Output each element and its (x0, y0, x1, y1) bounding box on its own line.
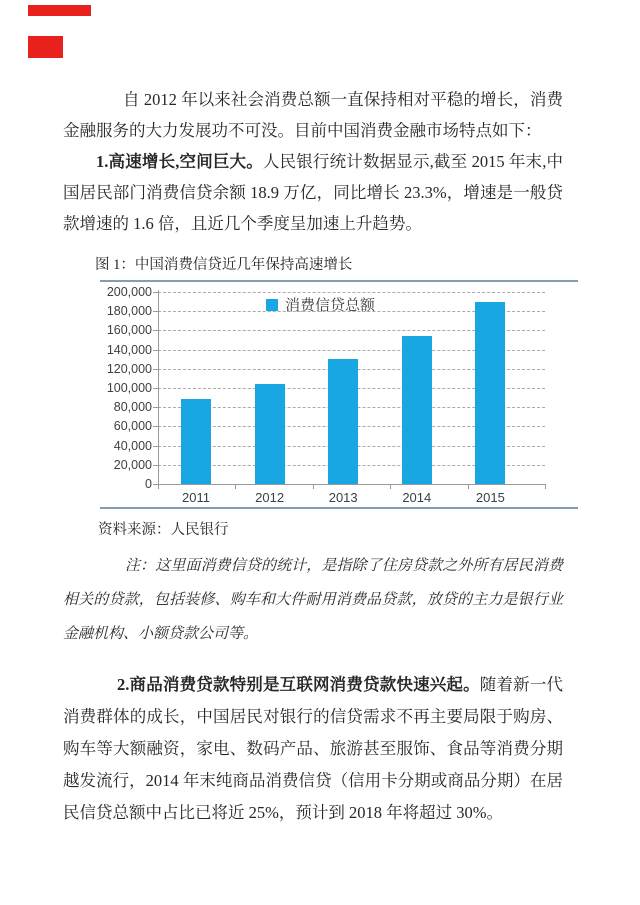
section1-text: 人民银行统计数据显示,截至 2015 年末,中国居民部门消费信贷余额 18.9 万亿，同比增长 23.3%，增速是一般贷款增速的 1.6 倍，且近几个季度呈加速上升趋势。 (63, 152, 564, 233)
section2-heading: 2.商品消费贷款特别是互联网消费贷款快速兴起。 (117, 675, 480, 694)
figure-chart-frame (100, 280, 578, 509)
paragraph-intro (63, 84, 563, 146)
y-axis-tick-label: 80,000 (113, 400, 152, 415)
x-axis-label-2012: 2012 (255, 490, 285, 505)
x-axis-tick (158, 485, 159, 489)
y-axis-tick-label: 60,000 (113, 419, 152, 434)
x-axis-line (158, 484, 546, 485)
section2-text: 随着新一代消费群体的成长，中国居民对银行的信贷需求不再主要局限于购房、购车等大额融资，家电、数码产品、旅游甚至服饰、食品等消费分期越发流行，2014 年末纯商品消费信贷（信用卡分期或商品分期）在居民信贷总额中占比已将近 25%，预计到 2018 年将超过 30%。 (63, 675, 564, 822)
bar-2015 (475, 302, 505, 484)
bar-2013 (328, 359, 358, 484)
x-axis-tick (235, 485, 236, 489)
footnote: 注：这里面消费信贷的统计，是指除了住房贷款之外所有居民消费相关的贷款，包括装修、购车和大件耐用消费品贷款，放贷的主力是银行业金融机构、小额贷款公司等。 (63, 558, 563, 642)
x-axis-label-2015: 2015 (475, 490, 505, 505)
source-line: 资料来源：人民银行 (98, 522, 229, 538)
y-axis-tick-label: 140,000 (106, 342, 152, 357)
logo-red-bar (28, 5, 91, 16)
x-axis-label-2011: 2011 (182, 490, 210, 505)
paragraph-intro-text: 自 2012 年以来社会消费总额一直保持相对平稳的增长，消费金融服务的大力发展功不可没。目前中国消费金融市场特点如下： (63, 90, 563, 140)
legend-swatch-icon (266, 299, 278, 311)
x-axis-tick (390, 485, 391, 489)
x-axis-label-2014: 2014 (402, 490, 432, 505)
logo-red-block (28, 36, 63, 58)
y-axis-tick-label: 200,000 (106, 285, 152, 299)
bar-chart (100, 282, 578, 507)
paragraph-section2 (63, 669, 563, 829)
y-axis-tick-label: 20,000 (113, 457, 152, 472)
x-axis-tick (468, 485, 469, 489)
x-axis-label-2013: 2013 (328, 490, 358, 505)
y-axis-tick-label: 0 (145, 477, 152, 491)
bar-2012 (255, 384, 285, 484)
y-axis-tick-label: 40,000 (113, 438, 152, 453)
section1-heading: 1.高速增长,空间巨大。 (96, 152, 263, 171)
bar-2011 (181, 399, 211, 484)
y-axis-tick-label: 180,000 (106, 304, 152, 319)
y-axis-tick-label: 120,000 (106, 361, 152, 376)
x-axis-tick (313, 485, 314, 489)
paragraph-section1 (63, 146, 563, 239)
y-axis-tick-label: 100,000 (106, 381, 152, 395)
legend-label: 消费信贷总额 (285, 297, 376, 314)
x-axis-tick (545, 485, 546, 489)
gridline (158, 292, 545, 293)
bar-2014 (402, 336, 432, 484)
y-axis-tick-label: 160,000 (106, 323, 152, 338)
y-axis-line (158, 290, 159, 485)
figure-caption: 图 1：中国消费信贷近几年保持高速增长 (95, 257, 353, 273)
